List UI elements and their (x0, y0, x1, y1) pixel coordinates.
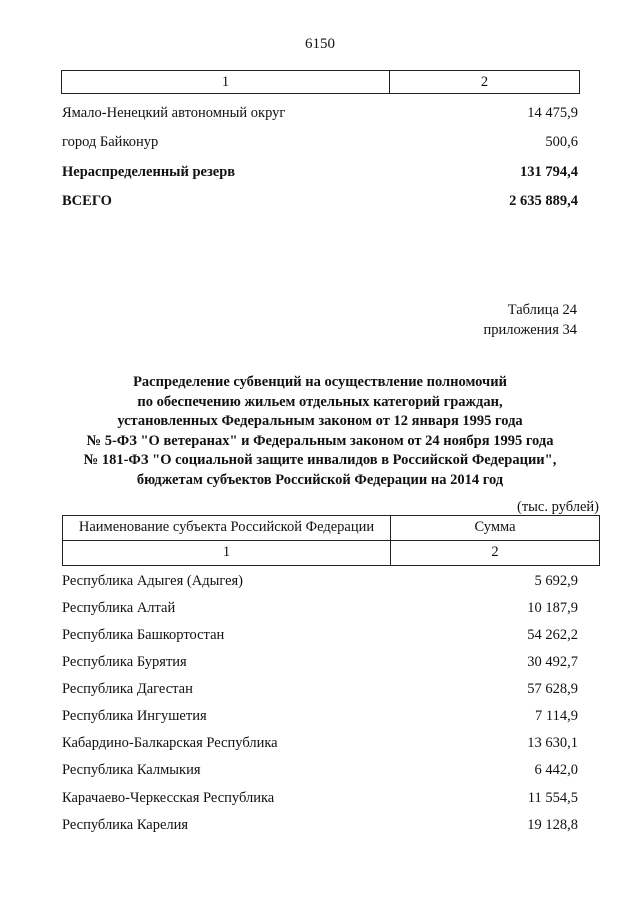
table-label: Таблица 24 (507, 302, 577, 318)
table-row (62, 708, 578, 725)
table-row (62, 762, 578, 779)
header-region-name: Наименование субъекта Российской Федерации (63, 516, 391, 540)
main-table-header (62, 515, 600, 566)
region-value: 500,6 (545, 134, 578, 150)
total-row (62, 193, 578, 210)
top-table-row (62, 105, 578, 122)
reserve-value: 131 794,4 (520, 164, 578, 180)
region-name: Республика Калмыкия (62, 762, 201, 778)
table-row (62, 735, 578, 752)
region-name: Республика Карелия (62, 817, 189, 833)
title-line: Распределение субвенций на осуществление полномочий (133, 374, 507, 390)
total-label: ВСЕГО (62, 193, 112, 209)
title-line: установленных Федеральным законом от 12 января 1995 года (117, 413, 523, 429)
appendix-label: приложения 34 (483, 322, 577, 338)
total-value: 2 635 889,4 (509, 193, 578, 209)
header-amount: Сумма (474, 519, 516, 535)
region-name: Республика Адыгея (Адыгея) (62, 573, 244, 589)
region-value: 5 692,9 (534, 573, 578, 589)
column-number-row (63, 540, 599, 565)
reserve-row (62, 164, 578, 181)
region-name: Карачаево-Черкесская Республика (62, 790, 275, 806)
region-value: 30 492,7 (527, 654, 578, 670)
region-value: 14 475,9 (527, 105, 578, 121)
region-name: Республика Башкортостан (62, 627, 225, 643)
table-row (62, 790, 578, 807)
reserve-label: Нераспределенный резерв (62, 164, 236, 180)
region-value: 57 628,9 (527, 681, 578, 697)
title-line: по обеспечению жильем отдельных категорий граждан, (137, 393, 503, 410)
region-value: 10 187,9 (527, 600, 578, 616)
region-value: 11 554,5 (527, 790, 578, 806)
top-column-number-2: 2 (480, 74, 489, 90)
top-column-number-1: 1 (62, 71, 390, 93)
top-table-row (62, 134, 578, 151)
region-value: 13 630,1 (527, 735, 578, 751)
column-number-1: 1 (63, 541, 391, 565)
region-name: Республика Алтай (62, 600, 176, 616)
page-number: 6150 (305, 36, 335, 52)
column-number-2: 2 (491, 544, 499, 560)
region-value: 54 262,2 (527, 627, 578, 643)
header-row (63, 516, 599, 540)
table-row (62, 654, 578, 671)
region-value: 6 442,0 (534, 762, 578, 778)
region-name: город Байконур (62, 134, 159, 150)
region-name: Республика Дагестан (62, 681, 193, 697)
units-label: (тыс. рублей) (517, 499, 599, 515)
table-row (62, 627, 578, 644)
region-value: 7 114,9 (535, 708, 578, 724)
table-row (62, 600, 578, 617)
region-value: 19 128,8 (527, 817, 578, 833)
region-name: Республика Бурятия (62, 654, 187, 670)
region-name: Ямало-Ненецкий автономный округ (62, 105, 286, 121)
table-row (62, 817, 578, 834)
table-row (62, 573, 578, 590)
title-line: № 181-ФЗ "О социальной защите инвалидов в Российской Федерации", (83, 452, 557, 468)
table-title (0, 373, 640, 490)
table-row (62, 681, 578, 698)
top-table-column-numbers (61, 70, 580, 94)
region-name: Республика Ингушетия (62, 708, 207, 724)
title-line: № 5-ФЗ "О ветеранах" и Федеральным законом от 24 ноября 1995 года (86, 432, 554, 449)
title-line: бюджетам субъектов Российской Федерации на 2014 год (136, 471, 504, 488)
region-name: Кабардино-Балкарская Республика (62, 735, 278, 751)
